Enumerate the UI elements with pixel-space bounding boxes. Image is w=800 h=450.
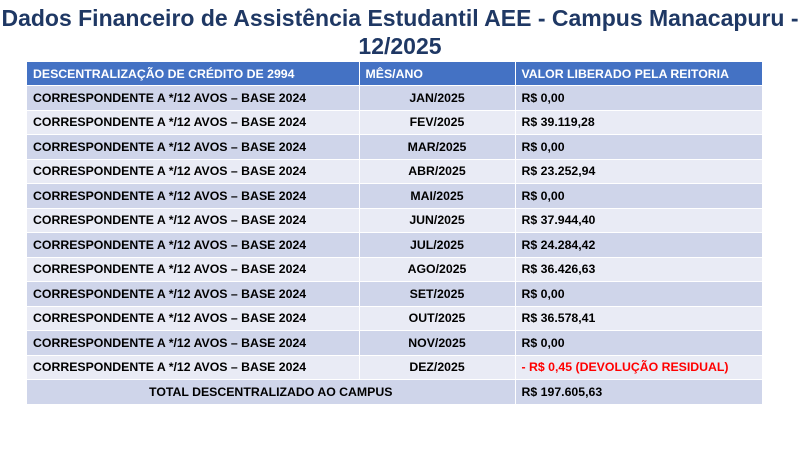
row-month: ABR/2025 bbox=[359, 159, 515, 184]
column-header-value: VALOR LIBERADO PELA REITORIA bbox=[515, 62, 762, 86]
row-value: R$ 36.578,41 bbox=[515, 306, 762, 331]
row-value: R$ 0,00 bbox=[515, 282, 762, 307]
table-row bbox=[27, 159, 762, 184]
row-description: CORRESPONDENTE A */12 AVOS – BASE 2024 bbox=[27, 208, 359, 233]
table-body bbox=[27, 86, 762, 404]
row-description: CORRESPONDENTE A */12 AVOS – BASE 2024 bbox=[27, 159, 359, 184]
row-description: CORRESPONDENTE A */12 AVOS – BASE 2024 bbox=[27, 257, 359, 282]
page-title: Dados Financeiro de Assistência Estudantil AEE - Campus Manacapuru - 12/2025 bbox=[1, 5, 799, 59]
row-value: R$ 24.284,42 bbox=[515, 233, 762, 258]
row-value: R$ 0,00 bbox=[515, 184, 762, 209]
column-header-month: MÊS/ANO bbox=[359, 62, 515, 86]
row-month: JAN/2025 bbox=[359, 86, 515, 111]
row-description: CORRESPONDENTE A */12 AVOS – BASE 2024 bbox=[27, 282, 359, 307]
table-row bbox=[27, 208, 762, 233]
table-row bbox=[27, 86, 762, 111]
total-label: TOTAL DESCENTRALIZADO AO CAMPUS bbox=[27, 380, 515, 404]
row-value: R$ 39.119,28 bbox=[515, 110, 762, 135]
table-row bbox=[27, 184, 762, 209]
row-value: R$ 0,00 bbox=[515, 86, 762, 111]
table-row bbox=[27, 110, 762, 135]
row-month: OUT/2025 bbox=[359, 306, 515, 331]
row-description: CORRESPONDENTE A */12 AVOS – BASE 2024 bbox=[27, 331, 359, 356]
column-header-description: DESCENTRALIZAÇÃO DE CRÉDITO DE 2994 bbox=[27, 62, 359, 86]
row-value: R$ 37.944,40 bbox=[515, 208, 762, 233]
table-row bbox=[27, 306, 762, 331]
row-month: AGO/2025 bbox=[359, 257, 515, 282]
row-value: R$ 36.426,63 bbox=[515, 257, 762, 282]
row-value: R$ 0,00 bbox=[515, 135, 762, 160]
row-description: CORRESPONDENTE A */12 AVOS – BASE 2024 bbox=[27, 86, 359, 111]
row-month: JUN/2025 bbox=[359, 208, 515, 233]
row-description: CORRESPONDENTE A */12 AVOS – BASE 2024 bbox=[27, 110, 359, 135]
table-row bbox=[27, 331, 762, 356]
row-month: MAR/2025 bbox=[359, 135, 515, 160]
table-row bbox=[27, 282, 762, 307]
financial-table bbox=[27, 62, 762, 404]
table-row bbox=[27, 355, 762, 380]
row-value: R$ 0,00 bbox=[515, 331, 762, 356]
row-value: R$ 23.252,94 bbox=[515, 159, 762, 184]
row-month: MAI/2025 bbox=[359, 184, 515, 209]
total-row bbox=[27, 380, 762, 404]
row-description: CORRESPONDENTE A */12 AVOS – BASE 2024 bbox=[27, 184, 359, 209]
row-month: NOV/2025 bbox=[359, 331, 515, 356]
total-value: R$ 197.605,63 bbox=[515, 380, 762, 404]
row-value: - R$ 0,45 (DEVOLUÇÃO RESIDUAL) bbox=[515, 355, 762, 380]
row-month: JUL/2025 bbox=[359, 233, 515, 258]
row-description: CORRESPONDENTE A */12 AVOS – BASE 2024 bbox=[27, 355, 359, 380]
table-row bbox=[27, 257, 762, 282]
row-description: CORRESPONDENTE A */12 AVOS – BASE 2024 bbox=[27, 306, 359, 331]
table-row bbox=[27, 233, 762, 258]
table-header-row bbox=[27, 62, 762, 86]
row-month: SET/2025 bbox=[359, 282, 515, 307]
row-description: CORRESPONDENTE A */12 AVOS – BASE 2024 bbox=[27, 233, 359, 258]
table-row bbox=[27, 135, 762, 160]
row-description: CORRESPONDENTE A */12 AVOS – BASE 2024 bbox=[27, 135, 359, 160]
row-month: FEV/2025 bbox=[359, 110, 515, 135]
row-month: DEZ/2025 bbox=[359, 355, 515, 380]
